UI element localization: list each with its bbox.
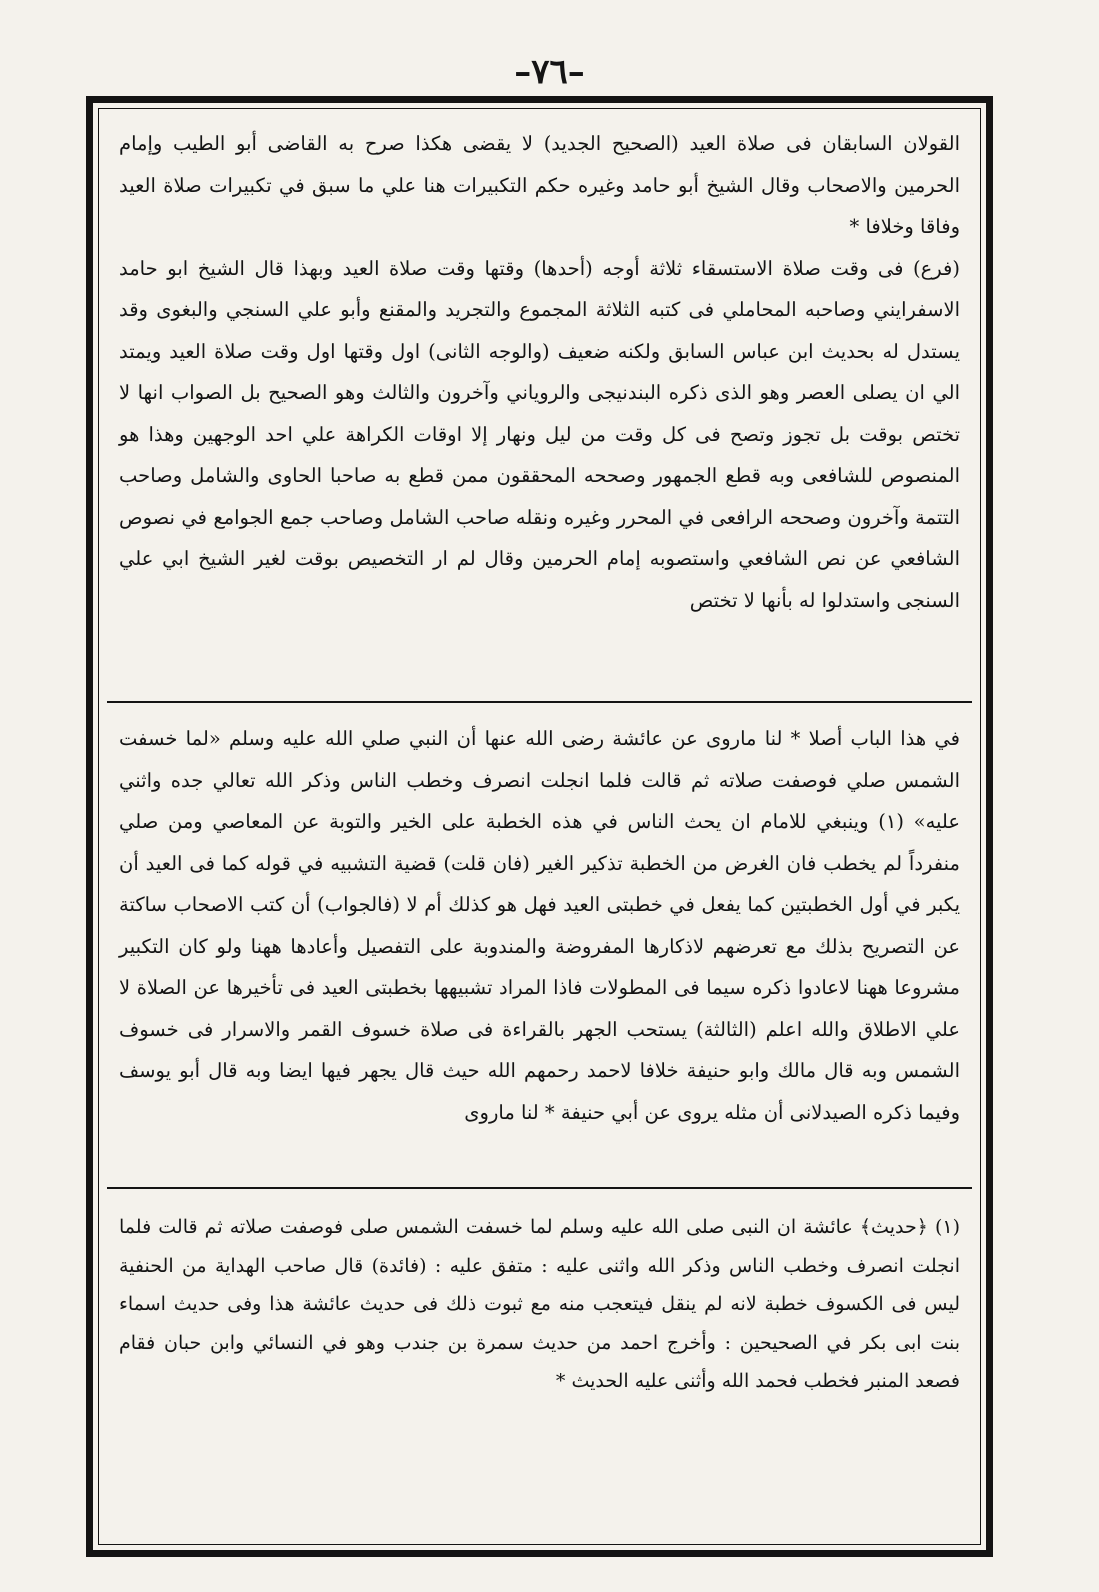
page-number: –٧٦– xyxy=(514,52,585,92)
footnote xyxy=(119,1208,960,1401)
commentary-paragraph: في هذا الباب أصلا * لنا ماروى عن عائشة رضى الله عنها أن النبي صلي الله عليه وسلم «لما خسفت الشمس صلي فوصفت صلاته ثم قالت فلما انجلت انصرف وخطب الناس وذكر الله تعالي جده واثني عليه» (١) وينبغي للامام ان يحث الناس في هذه الخطبة على الخير والتوبة عن المعاصي ومن صلي منفرداً لم يخطب فان الغرض من الخطبة تذكير الغير (فان قلت) قضية التشبيه في قوله كما فى العيد أن يكبر في أول الخطبتين كما يفعل في خطبتى العيد فهل هو كذلك أم لا (فالجواب) أن كتب الاصحاب ساكتة عن التصريح بذلك مع تعرضهم لاذكارها المفروضة والمندوبة على التفصيل وأعادها ههنا ولو كان التكبير مشروعا ههنا لاعادوا ذكره سيما فى المطولات فاذا المراد تشبيهها بخطبتى العيد فى تأخيرها عن الصلاة لا علي الاطلاق والله اعلم (الثالثة) يستحب الجهر بالقراءة فى صلاة خسوف القمر والاسرار فى خسوف الشمس وبه قال مالك وابو حنيفة خلافا لاحمد رحمهم الله حيث قال يجهر فيها ايضا وبه قال أبو يوسف وفيما ذكره الصيدلانى أن مثله يروى عن أبي حنيفة * لنا ماروى xyxy=(119,727,961,1124)
section-divider-1 xyxy=(107,701,972,703)
footnote-paragraph: (١) ﴿حديث﴾ عائشة ان النبى صلى الله عليه وسلم لما خسفت الشمس صلى فوصفت صلاته ثم قالت فلما انجلت انصرف وخطب الناس وذكر الله واثنى عليه : متفق عليه : (فائدة) قال صاحب الهداية من الحنفية ليس فى الكسوف خطبة لانه لم ينقل فيتعجب منه مع ثبوت ذلك فى حديث عائشة هذا وفى حديث اسماء بنت ابى بكر في الصحيحين : وأخرج احمد من حديث سمرة بن جندب وهو في النسائي وابن حبان فقام فصعد المنبر فخطب فحمد الله وأثنى عليه الحديث * xyxy=(119,1216,960,1392)
page-frame xyxy=(86,96,993,1557)
section-divider-2 xyxy=(107,1187,972,1189)
main-text-paragraph-1: القولان السابقان فى صلاة العيد (الصحيح الجديد) لا يقضى هكذا صرح به القاضى أبو الطيب وإمام الحرمين والاصحاب وقال الشيخ أبو حامد وغيره حكم التكبيرات هنا علي ما سبق في تكبيرات صلاة العيد وفاقا وخلافا * xyxy=(119,132,960,238)
main-text xyxy=(119,123,960,621)
main-text-paragraph-2: (فرع) فى وقت صلاة الاستسقاء ثلاثة أوجه (أحدها) وقتها وقت صلاة العيد وبهذا قال الشيخ ابو حامد الاسفرايني وصاحبه المحاملي فى كتبه الثلاثة المجموع والتجريد والمقنع وأبو علي السنجي والبغوى وقد يستدل له بحديث ابن عباس السابق ولكنه ضعيف (والوجه الثانى) اول وقتها اول وقت صلاة العيد ويمتد الي ان يصلى العصر وهو الذى ذكره البندنيجى والروياني وآخرون والثالث وهو الصحيح بل الصواب انها لا تختص بوقت بل تجوز وتصح فى كل وقت من ليل ونهار إلا اوقات الكراهة علي احد الوجهين وهذا هو المنصوص للشافعى وبه قطع الجمهور وصححه المحققون ممن قطع به صاحبا الحاوى والشامل وصاحب التتمة وآخرون وصححه الرافعى في المحرر وغيره ونقله صاحب الشامل وصاحب جمع الجوامع في نصوص الشافعي عن نص الشافعي واستصوبه إمام الحرمين وقال لم ار التخصيص بوقت لغير الشيخ ابي علي السنجى واستدلوا له بأنها لا تختص xyxy=(119,256,960,612)
commentary-text xyxy=(119,718,960,1133)
